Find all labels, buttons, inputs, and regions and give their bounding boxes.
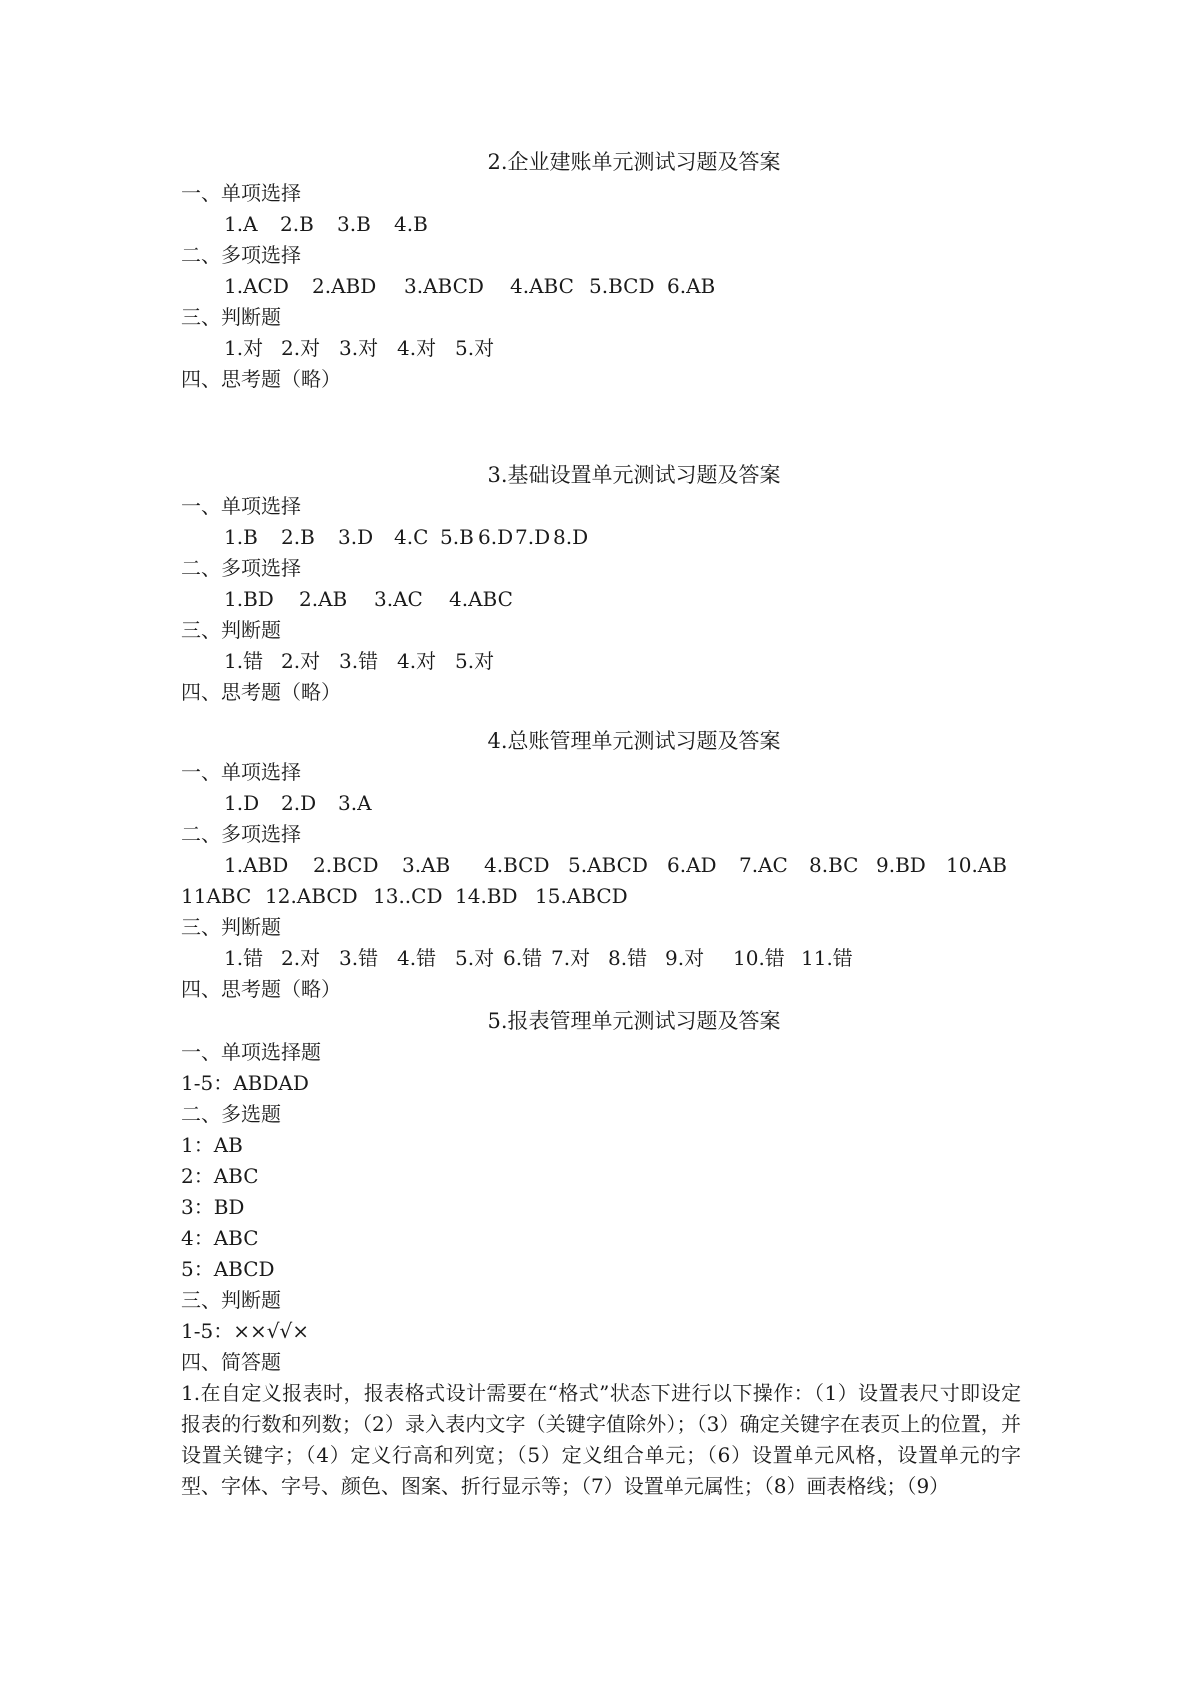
answer-row bbox=[181, 333, 1021, 364]
answer: 3.ABCD bbox=[404, 274, 484, 298]
answer: 14.BD bbox=[455, 884, 518, 908]
answer: 1.D bbox=[224, 791, 260, 815]
section-heading: 四、思考题（略） bbox=[181, 680, 341, 704]
answer: 3.AB bbox=[402, 853, 451, 877]
answer-row bbox=[181, 584, 1021, 615]
answer: 2.B bbox=[280, 212, 314, 236]
answer: 8.BC bbox=[809, 853, 859, 877]
answer: 3.A bbox=[338, 791, 372, 815]
answer: 1.B bbox=[224, 525, 258, 549]
section-heading: 二、多选题 bbox=[181, 1102, 281, 1126]
answer: 3.AC bbox=[374, 587, 423, 611]
answer-row bbox=[181, 943, 1021, 974]
answer: 5.对 bbox=[455, 946, 495, 970]
unit-title: 4.总账管理单元测试习题及答案 bbox=[487, 729, 781, 753]
answer-line: 4：ABC bbox=[181, 1226, 259, 1250]
answer: 2.BCD bbox=[313, 853, 379, 877]
unit-title: 3.基础设置单元测试习题及答案 bbox=[487, 463, 781, 487]
document-body bbox=[181, 146, 1021, 1502]
answer-row bbox=[181, 850, 1021, 881]
answer: 15.ABCD bbox=[535, 884, 628, 908]
answer-row bbox=[181, 209, 1021, 240]
answer: 2.对 bbox=[281, 649, 321, 673]
unit-title: 5.报表管理单元测试习题及答案 bbox=[487, 1009, 781, 1033]
answer: 1.对 bbox=[224, 336, 264, 360]
answer: 13..CD bbox=[373, 884, 443, 908]
answer: 4.对 bbox=[397, 336, 437, 360]
answer: 2.对 bbox=[281, 946, 321, 970]
answer: 5.B bbox=[440, 525, 474, 549]
answer-line: 3：BD bbox=[181, 1195, 245, 1219]
answer: 4.BCD bbox=[484, 853, 550, 877]
section-heading: 三、判断题 bbox=[181, 618, 281, 642]
section-heading: 一、单项选择题 bbox=[181, 1040, 321, 1064]
answer: 5.对 bbox=[455, 649, 495, 673]
answer: 9.BD bbox=[876, 853, 926, 877]
answer: 3.错 bbox=[339, 649, 379, 673]
answer: 3.错 bbox=[339, 946, 379, 970]
answer: 1.ACD bbox=[224, 274, 289, 298]
answer-row bbox=[181, 271, 1021, 302]
answer-line: 1-5：ABDAD bbox=[181, 1071, 309, 1095]
answer: 3.对 bbox=[339, 336, 379, 360]
section-heading: 一、单项选择 bbox=[181, 760, 301, 784]
answer-line: 2：ABC bbox=[181, 1164, 259, 1188]
answer: 1.错 bbox=[224, 946, 264, 970]
answer: 10.AB bbox=[946, 853, 1007, 877]
answer: 12.ABCD bbox=[265, 884, 358, 908]
answer: 10.错 bbox=[733, 946, 785, 970]
spacer bbox=[181, 708, 1021, 725]
answer: 4.ABC bbox=[510, 274, 574, 298]
answer: 4.B bbox=[394, 212, 428, 236]
section-heading: 四、思考题（略） bbox=[181, 367, 341, 391]
section-heading: 三、判断题 bbox=[181, 305, 281, 329]
answer: 3.B bbox=[337, 212, 371, 236]
answer: 6.AB bbox=[667, 274, 716, 298]
answer: 1.A bbox=[224, 212, 258, 236]
answer: 6.错 bbox=[503, 946, 543, 970]
answer: 2.AB bbox=[299, 587, 348, 611]
section-heading: 一、单项选择 bbox=[181, 181, 301, 205]
answer: 2.D bbox=[281, 791, 317, 815]
section-heading: 四、简答题 bbox=[181, 1350, 281, 1374]
section-heading: 四、思考题（略） bbox=[181, 977, 341, 1001]
answer: 11ABC bbox=[181, 884, 252, 908]
answer: 6.D bbox=[478, 525, 514, 549]
answer-row bbox=[181, 881, 1021, 912]
section-heading: 二、多项选择 bbox=[181, 556, 301, 580]
answer: 7.D bbox=[515, 525, 551, 549]
answer: 2.对 bbox=[281, 336, 321, 360]
answer: 5.对 bbox=[455, 336, 495, 360]
answer: 9.对 bbox=[665, 946, 705, 970]
answer: 7.对 bbox=[551, 946, 591, 970]
answer: 1.错 bbox=[224, 649, 264, 673]
answer: 11.错 bbox=[801, 946, 853, 970]
section-heading: 一、单项选择 bbox=[181, 494, 301, 518]
answer-paragraph: 1.在自定义报表时，报表格式设计需要在“格式”状态下进行以下操作：（1）设置表尺寸即设定报表的行数和列数；（2）录入表内文字（关键字值除外）；（3）确定关键字在表页上的位置，并设置关键字；（4）定义行高和列宽；（5）定义组合单元；（6）设置单元风格，设置单元的字型、字体、字号、颜色、图案、折行显示等；（7）设置单元属性；（8）画表格线；（9） bbox=[181, 1381, 1021, 1498]
answer: 4.ABC bbox=[449, 587, 513, 611]
answer-line: 1-5：××√√× bbox=[181, 1319, 309, 1343]
answer-line: 5：ABCD bbox=[181, 1257, 275, 1281]
section-heading: 二、多项选择 bbox=[181, 822, 301, 846]
answer: 1.ABD bbox=[224, 853, 289, 877]
unit-title: 2.企业建账单元测试习题及答案 bbox=[487, 150, 781, 174]
answer: 1.BD bbox=[224, 587, 274, 611]
answer: 8.错 bbox=[608, 946, 648, 970]
section-heading: 三、判断题 bbox=[181, 915, 281, 939]
section-heading: 二、多项选择 bbox=[181, 243, 301, 267]
section-heading: 三、判断题 bbox=[181, 1288, 281, 1312]
answer: 5.BCD bbox=[589, 274, 655, 298]
answer: 4.C bbox=[394, 525, 429, 549]
answer: 5.ABCD bbox=[568, 853, 648, 877]
answer: 2.ABD bbox=[312, 274, 377, 298]
spacer bbox=[181, 395, 1021, 459]
answer: 3.D bbox=[338, 525, 374, 549]
answer: 6.AD bbox=[667, 853, 717, 877]
answer: 8.D bbox=[553, 525, 589, 549]
answer: 2.B bbox=[281, 525, 315, 549]
answer-row bbox=[181, 522, 1021, 553]
answer: 7.AC bbox=[739, 853, 788, 877]
answer-row bbox=[181, 788, 1021, 819]
answer: 4.错 bbox=[397, 946, 437, 970]
answer-line: 1：AB bbox=[181, 1133, 243, 1157]
answer-row bbox=[181, 646, 1021, 677]
answer: 4.对 bbox=[397, 649, 437, 673]
